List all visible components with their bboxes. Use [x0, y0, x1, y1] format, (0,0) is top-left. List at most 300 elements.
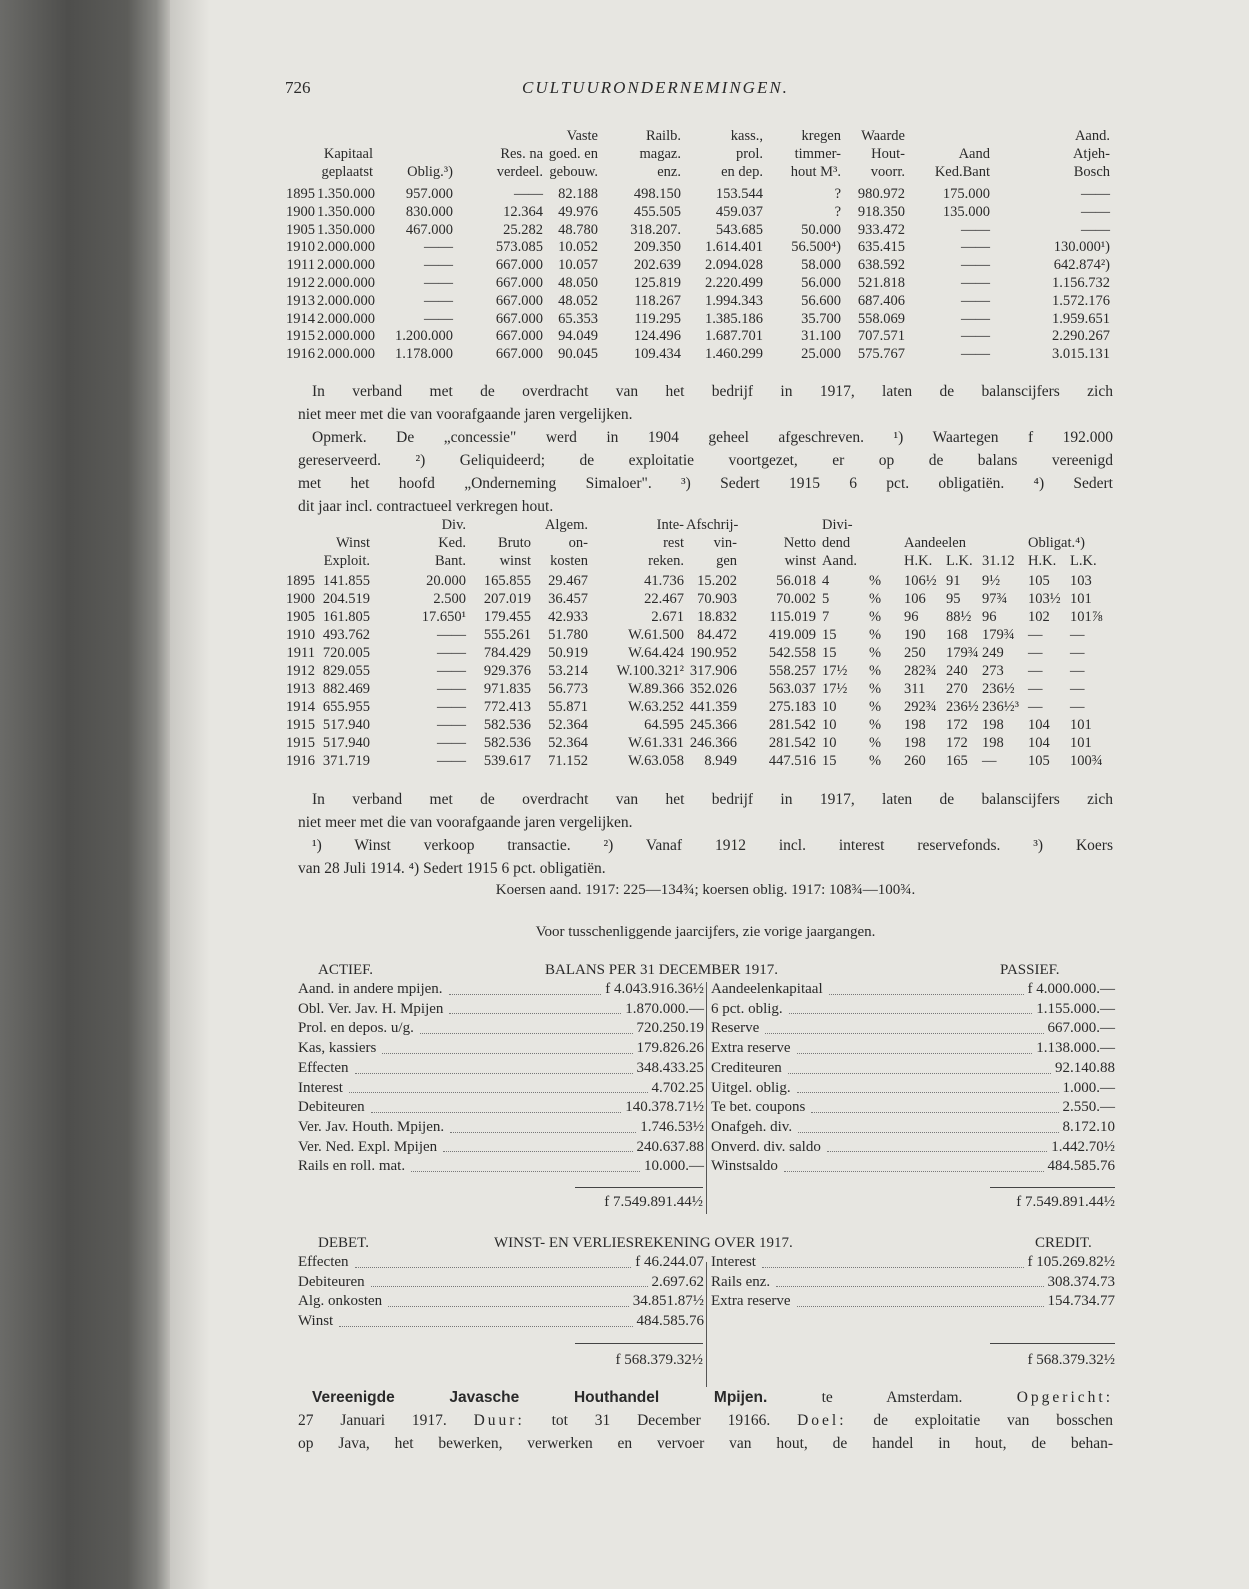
leader-dots [339, 1312, 632, 1327]
table-cell: 2.000.000 [317, 292, 375, 309]
table-cell: 102 [1028, 609, 1050, 625]
table-cell [978, 516, 1024, 534]
leader-dots [355, 1059, 633, 1074]
account-row [298, 1079, 704, 1099]
table-cell: 493.762 [322, 627, 370, 643]
table-cell: — [1070, 663, 1085, 679]
table-cell: 179¾ [946, 645, 979, 661]
table-cell: en dep. [721, 163, 763, 180]
table-cell: 31.100 [801, 328, 841, 345]
table-cell: 209.350 [633, 239, 681, 256]
table-cell: Ked. [438, 535, 466, 551]
table-cell: 56.500⁴) [791, 239, 841, 256]
table-cell: 667.000 [495, 274, 543, 291]
table-cell: 100¾ [1070, 753, 1103, 769]
table-cell: 56.018 [776, 573, 816, 589]
table-cell: 282¾ [904, 663, 937, 679]
account-label: Prol. en depos. u/g. [298, 1020, 414, 1037]
table-cell: 517.940 [322, 735, 370, 751]
table-cell: —— [514, 186, 543, 202]
account-label: Winst [298, 1313, 334, 1330]
table-cell: 119.295 [634, 310, 681, 327]
pl-debet-heading: DEBET. [318, 1235, 369, 1251]
leader-dots [776, 1273, 1043, 1288]
account-label: Rails en roll. mat. [298, 1158, 406, 1175]
table-cell: Hout- [871, 145, 905, 162]
table-cell: 48.050 [558, 274, 598, 291]
table-cell: 707.571 [857, 328, 905, 345]
table-cell: 249 [982, 645, 1004, 661]
table-cell: 311 [904, 681, 926, 697]
table-cell: 96 [904, 609, 919, 625]
table-cell: —— [437, 699, 466, 715]
table-cell: 15.202 [697, 573, 737, 589]
table-cell: 667.000 [495, 292, 543, 309]
pl-debit [298, 1253, 704, 1332]
table-cell: —— [961, 328, 990, 345]
opgericht-label: Opgericht: [1016, 1389, 1114, 1406]
table-cell: 103 [1070, 573, 1092, 589]
table-cell: 270 [946, 681, 968, 697]
doel-continued: op Java, het bewerken, verwerken en vervoer van hout, de handel in hout, de behan- [298, 1435, 1113, 1452]
table-cell: 15 [822, 627, 837, 643]
table-cell [942, 516, 978, 534]
table-cell: % [868, 627, 882, 643]
leader-dots [797, 1039, 1033, 1054]
account-amount: 92.140.88 [1055, 1059, 1115, 1076]
table-cell [852, 534, 900, 552]
account-amount: 484.585.76 [1047, 1158, 1115, 1175]
table-cell: —— [961, 257, 990, 274]
table-cell: 635.415 [857, 239, 905, 256]
table-cell: dend [822, 535, 851, 551]
table-cell: 260 [904, 753, 926, 769]
table-cell: Ked.Bant [934, 163, 990, 180]
table-cell: 118.267 [634, 292, 681, 309]
table-cell: Res. na [500, 145, 543, 162]
table-cell: 101 [1070, 735, 1092, 751]
table-cell: H.K. [904, 553, 933, 569]
table-cell [900, 516, 942, 534]
page-gutter [170, 0, 210, 1589]
text-line: dit jaar incl. contractueel verkregen hout. [298, 498, 554, 515]
table-cell: 36.457 [548, 591, 588, 607]
table-cell: 882.469 [322, 681, 370, 697]
pl-total-right: f 568.379.32½ [1027, 1352, 1115, 1368]
table-cell: 10 [822, 699, 837, 715]
table-cell: 2.671 [651, 609, 684, 625]
table-cell: 1.572.176 [1052, 292, 1110, 309]
koersen-line: Koersen aand. 1917: 225—134¾; koersen oblig. 1917: 108¾—100¾. [495, 882, 916, 898]
table-cell: 2.094.028 [705, 257, 763, 274]
table-cell: 95 [946, 591, 961, 607]
table-cell: 96 [982, 609, 997, 625]
table-cell: 455.505 [633, 203, 681, 220]
leader-dots [784, 1157, 1044, 1172]
account-row [298, 1292, 704, 1312]
table-cell: —— [437, 681, 466, 697]
table-cell: —— [424, 292, 453, 309]
account-amount: f 46.244.07 [635, 1254, 704, 1270]
year-cell: 1910 [286, 627, 315, 643]
table-cell: 829.055 [322, 663, 370, 679]
account-row [298, 1019, 704, 1039]
leader-dots [420, 1019, 633, 1034]
account-row [711, 980, 1115, 1000]
table-cell: 517.940 [322, 717, 370, 733]
table1-body [285, 186, 1112, 364]
account-amount: 1.442.70½ [1051, 1138, 1115, 1155]
account-label: Debiteuren [298, 1273, 365, 1290]
page-number: 726 [285, 78, 311, 97]
table-cell: 179.455 [483, 609, 531, 625]
table-cell: 281.542 [768, 735, 816, 751]
table-cell: 109.434 [633, 346, 681, 363]
year-cell: 1905 [286, 609, 315, 625]
table-cell: 292¾ [904, 699, 937, 715]
table-cell: —— [1081, 203, 1110, 220]
table-cell: 104 [1028, 735, 1050, 751]
table-cell: Waarde [861, 128, 905, 144]
table-cell [942, 534, 978, 552]
table-cell: W.100.321² [616, 663, 684, 679]
leader-dots [349, 1079, 648, 1094]
table-cell: 115.019 [769, 609, 816, 625]
table-cell: 957.000 [405, 186, 453, 202]
account-amount: f 4.000.000.— [1027, 981, 1115, 997]
account-amount: 1.870.000.— [625, 1000, 704, 1017]
table-cell: 467.000 [405, 221, 453, 238]
table-cell: 190.952 [689, 645, 737, 661]
account-amount: 1.000.— [1062, 1079, 1115, 1096]
text-line: gereserveerd. ²) Geliquideerd; de exploitatie voortgezet, er op de balans vereenigd [298, 452, 1113, 469]
account-amount: f 105.269.82½ [1027, 1254, 1115, 1270]
table-cell: enz. [657, 163, 681, 180]
table-cell [1024, 516, 1066, 534]
table-cell: — [1070, 681, 1085, 697]
account-amount: 2.550.— [1062, 1099, 1115, 1116]
table-cell: 104 [1028, 717, 1050, 733]
table-cell: kregen [801, 128, 841, 144]
table-cell: 9½ [982, 573, 1001, 589]
table-cell: 971.835 [483, 681, 531, 697]
table-cell: — [1070, 645, 1085, 661]
account-amount: 179.826.26 [636, 1040, 704, 1057]
year-cell: 1895 [286, 573, 315, 589]
table-cell: 352.026 [689, 681, 737, 697]
table-cell: 106½ [904, 573, 937, 589]
table-cell: 918.350 [857, 203, 905, 220]
text-line: Opmerk. De „concessie" werd in 1904 geheel afgeschreven. ¹) Waartegen f 192.000 [312, 429, 1113, 446]
table-cell [1066, 534, 1106, 552]
table-cell: 91 [946, 573, 961, 589]
account-row [298, 1039, 704, 1059]
table-cell: Winst [335, 535, 370, 551]
table-cell: verdeel. [496, 163, 543, 180]
leader-dots [450, 1118, 636, 1133]
table-cell: 1.385.186 [705, 310, 763, 327]
leader-dots [798, 1118, 1058, 1133]
table-cell: 240 [946, 663, 968, 679]
table-cell: —— [961, 239, 990, 256]
notes-paragraph-1 [298, 380, 1113, 518]
table-cell: 2.000.000 [317, 274, 375, 291]
table-cell: 52.364 [548, 717, 588, 733]
leader-dots [371, 1098, 622, 1113]
account-label: 6 pct. oblig. [711, 1000, 783, 1017]
table-cell: —— [961, 274, 990, 291]
leader-dots [382, 1039, 632, 1054]
year-cell: 1913 [286, 292, 315, 309]
table-cell: 198 [904, 735, 926, 751]
table1-header [285, 128, 1112, 181]
table-cell: 236½ [982, 681, 1015, 697]
table-cell: 130.000¹) [1053, 239, 1110, 256]
duur-label: Duur: [473, 1412, 525, 1429]
table-cell: 56.000 [801, 274, 841, 291]
leader-dots [797, 1292, 1044, 1307]
table-cell: timmer- [794, 145, 841, 162]
account-label: Aand. in andere mpijen. [298, 981, 443, 997]
table-cell: 3.015.131 [1052, 346, 1110, 363]
balance-assets [298, 980, 704, 1177]
table-cell: 175.000 [942, 186, 990, 202]
account-label: Kas, kassiers [298, 1040, 377, 1057]
table-cell: 207.019 [483, 591, 531, 607]
table-cell: ? [834, 203, 841, 220]
account-row [711, 1253, 1115, 1273]
table-cell: 106 [904, 591, 926, 607]
table-cell: 2.220.499 [705, 274, 763, 291]
account-label: Extra reserve [711, 1293, 791, 1310]
table-cell: 53.214 [548, 663, 588, 679]
table-cell: Obligat.⁴) [1028, 535, 1086, 551]
table-cell: 18.832 [697, 609, 737, 625]
text-line: met het hoofd „Onderneming Simaloer". ³) Sedert 1915 6 pct. obligatiën. ⁴) Sedert [298, 475, 1113, 492]
table-cell: 198 [904, 717, 926, 733]
table-cell: 55.871 [548, 699, 588, 715]
table-cell: 41.736 [644, 573, 684, 589]
account-label: Reserve [711, 1020, 760, 1037]
table-cell: Divi- [822, 517, 853, 533]
table-cell [978, 534, 1024, 552]
table-cell [852, 516, 900, 534]
table-cell: gebouw. [549, 163, 598, 180]
table-cell: Afschrij- [686, 517, 739, 533]
table-cell: % [868, 717, 882, 733]
table-cell: 980.972 [857, 186, 905, 202]
table-cell: 558.257 [768, 663, 816, 679]
account-row [298, 1059, 704, 1079]
account-amount: 4.702.25 [651, 1079, 704, 1096]
table-cell: 1.156.732 [1052, 274, 1110, 291]
text-line: niet meer met die van voorafgaande jaren vergelijken. [298, 814, 633, 831]
balance-total-rule-left [575, 1187, 703, 1188]
leader-dots [411, 1157, 640, 1172]
table-cell: 49.976 [558, 203, 598, 220]
leader-dots [449, 1000, 621, 1015]
table-cell: 5 [822, 591, 830, 607]
table-cell: 135.000 [942, 203, 990, 220]
account-row [298, 1118, 704, 1138]
notes-paragraph-2 [298, 788, 1113, 880]
year-cell: 1912 [286, 663, 315, 679]
table-cell: 667.000 [495, 310, 543, 327]
table-cell: prol. [736, 145, 763, 162]
account-row [711, 1157, 1115, 1177]
table-cell: L.K. [946, 553, 973, 569]
table-cell: Inte- [656, 517, 684, 533]
table-cell: —— [424, 257, 453, 274]
table-cell: 141.855 [322, 573, 370, 589]
table-cell: —— [424, 239, 453, 256]
pl-total-left: f 568.379.32½ [615, 1352, 703, 1368]
company-name: Vereenigde Javasche Houthandel Mpijen. [312, 1389, 768, 1406]
table-cell: 558.069 [857, 310, 905, 327]
table-cell: Algem. [544, 517, 588, 533]
account-row [711, 1079, 1115, 1099]
account-label: Winstsaldo [711, 1158, 778, 1175]
table-cell: ? [834, 186, 841, 202]
table-cell: 2.500 [433, 591, 466, 607]
account-row [711, 1059, 1115, 1079]
text-line: van 28 Juli 1914. ⁴) Sedert 1915 6 pct. obligatiën. [298, 860, 606, 877]
table-cell: Netto [783, 535, 816, 551]
table-cell: 97¾ [982, 591, 1008, 607]
account-amount: 667.000.— [1047, 1020, 1115, 1037]
table-cell: 22.467 [644, 591, 684, 607]
table-cell: % [868, 645, 882, 661]
account-label: Extra reserve [711, 1040, 791, 1057]
account-row [298, 1138, 704, 1158]
table-cell: —— [1081, 221, 1110, 238]
table-cell: % [868, 681, 882, 697]
table-cell: 20.000 [426, 573, 466, 589]
table-cell: 70.903 [697, 591, 737, 607]
table-cell: 555.261 [483, 627, 531, 643]
year-cell [285, 552, 317, 570]
table-cell: 125.819 [633, 274, 681, 291]
account-label: Alg. onkosten [298, 1293, 383, 1310]
pl-credit-heading: CREDIT. [1035, 1235, 1092, 1251]
table-cell: vin- [713, 535, 737, 551]
table-cell: 51.780 [548, 627, 588, 643]
table-cell: 204.519 [322, 591, 370, 607]
table-cell: 90.045 [558, 346, 598, 363]
table-cell: 245.366 [689, 717, 737, 733]
account-row [711, 1138, 1115, 1158]
table-cell [852, 552, 900, 570]
table-cell: 50.919 [548, 645, 588, 661]
account-amount: 1.746.53½ [640, 1118, 704, 1135]
table-cell: % [868, 573, 882, 589]
account-label: Obl. Ver. Jav. H. Mpijen [298, 1000, 444, 1017]
account-label: Onverd. div. saldo [711, 1138, 821, 1155]
table-cell: —— [961, 310, 990, 327]
table-cell: 1.687.701 [705, 328, 763, 345]
table-cell: 642.874²) [1053, 257, 1110, 274]
table-cell [739, 516, 818, 534]
table-cell: 17½ [822, 681, 848, 697]
account-amount: f 4.043.916.36½ [605, 981, 704, 997]
year-cell: 1900 [286, 591, 315, 607]
table-cell: kosten [550, 553, 588, 569]
table-cell: W.61.500 [628, 627, 684, 643]
leader-dots [449, 980, 602, 995]
account-label: Ver. Ned. Expl. Mpijen [298, 1138, 438, 1155]
table-cell: 29.467 [548, 573, 588, 589]
table-cell: Atjeh- [1072, 145, 1110, 162]
table-cell: 12.364 [503, 203, 543, 220]
account-amount: 1.138.000.— [1036, 1040, 1115, 1057]
table-cell: —— [424, 274, 453, 291]
table-cell: 2.290.267 [1052, 328, 1110, 345]
table-cell: 784.429 [483, 645, 531, 661]
balance-passief-heading: PASSIEF. [1000, 962, 1060, 978]
table-cell: — [1070, 627, 1085, 643]
table-cell: 198 [982, 717, 1004, 733]
table-cell: 31.12 [982, 553, 1015, 569]
table-cell: Kapitaal [323, 145, 373, 162]
table-cell: reken. [648, 553, 684, 569]
table-cell: —— [437, 645, 466, 661]
balance-total-rule-right [990, 1187, 1115, 1188]
account-label: Crediteuren [711, 1059, 782, 1076]
table-cell: —— [437, 717, 466, 733]
table-cell [1066, 516, 1106, 534]
year-cell: 1914 [286, 310, 315, 327]
table-cell: 1.178.000 [395, 346, 453, 363]
doel-text: de exploitatie van bosschen [873, 1412, 1114, 1429]
table-cell: 638.592 [857, 257, 905, 274]
table-cell: 2.000.000 [317, 346, 375, 363]
table-cell: 101 [1070, 591, 1092, 607]
table-cell: on- [568, 535, 588, 551]
table-cell: 103½ [1028, 591, 1061, 607]
table-cell: 275.183 [768, 699, 816, 715]
table-cell: 563.037 [768, 681, 816, 697]
account-row [298, 1312, 704, 1332]
account-row [298, 1000, 704, 1020]
table-cell: 165.855 [483, 573, 531, 589]
account-row [711, 1273, 1115, 1293]
table-cell [468, 516, 533, 534]
text-line: ¹) Winst verkoop transactie. ²) Vanaf 1912 incl. interest reservefonds. ³) Koers [312, 837, 1113, 854]
table-cell: 447.516 [768, 753, 816, 769]
year-cell: 1912 [286, 274, 315, 291]
table-cell: 71.152 [548, 753, 588, 769]
table-cell: —— [961, 221, 990, 238]
table-cell: — [1028, 627, 1043, 643]
table-cell: 101⅞ [1070, 609, 1103, 625]
account-row [711, 1292, 1115, 1312]
table-cell: 10.057 [558, 257, 598, 274]
table-cell: 10 [822, 735, 837, 751]
account-label: Effecten [298, 1254, 349, 1270]
account-label: Interest [711, 1254, 756, 1270]
year-cell: 1915 [286, 717, 315, 733]
account-label: Interest [298, 1079, 343, 1096]
table-cell: gen [716, 553, 737, 569]
table-cell: goed. en [548, 145, 598, 162]
table-cell: % [868, 663, 882, 679]
table-cell: 10.052 [558, 239, 598, 256]
table-cell: 317.906 [689, 663, 737, 679]
table-cell: 15 [822, 645, 837, 661]
account-amount: 10.000.— [644, 1158, 704, 1175]
table-cell: —— [437, 663, 466, 679]
year-cell [285, 516, 317, 534]
